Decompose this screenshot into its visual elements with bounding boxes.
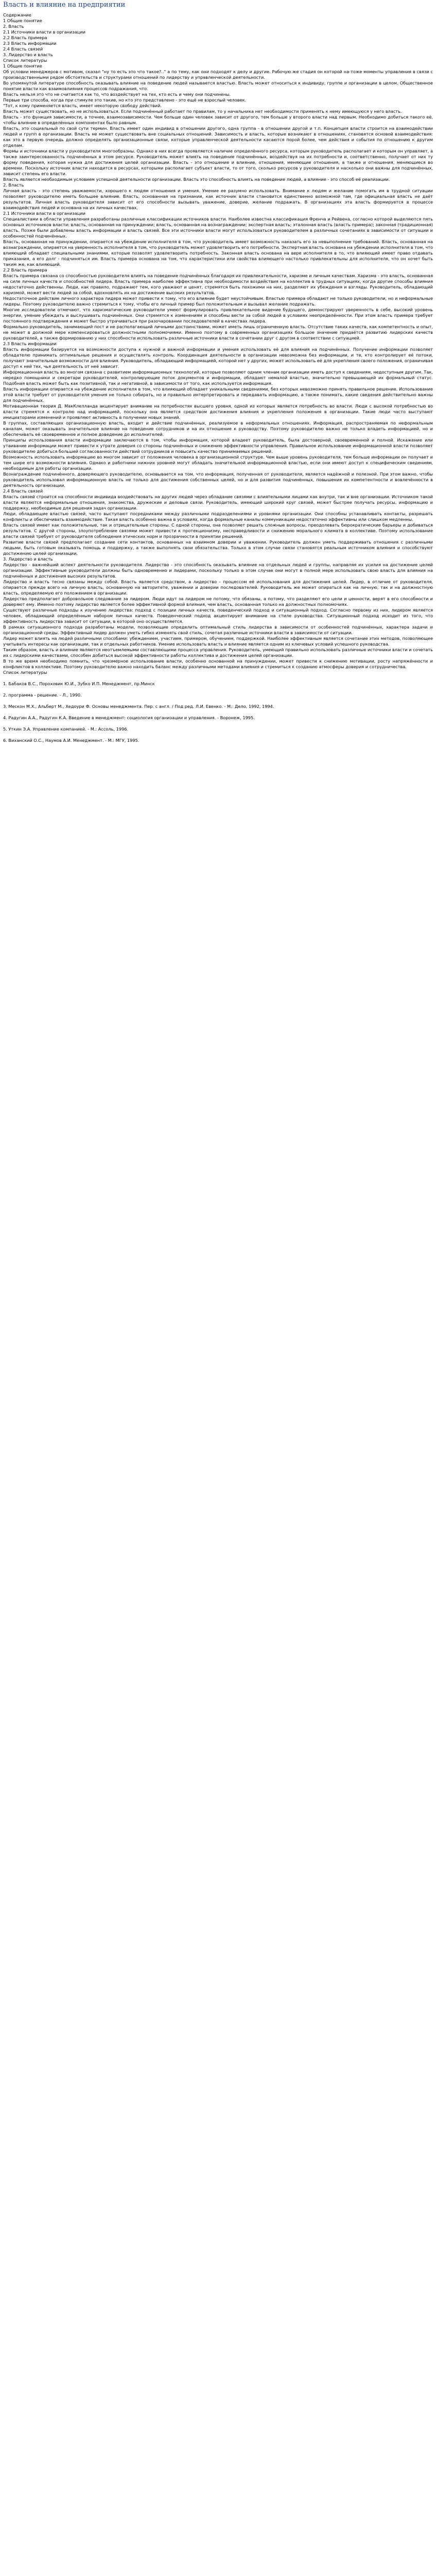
reference-item: 3. Мескон М.Х., Альберт М., Хедоури Ф. Основы менеджмента. Пер. с англ. / Под ред. Л.И. Евенко. - М.: Дело, 1992, 1994.: [3, 704, 274, 709]
document-paragraph: Возможность использовать информацию во многом зависит от положения человека в организационной структуре. Чем выше уровень руководителя, тем больше информации он получает и тем шире его возможности влияния. Однако и работники нижних уровней могут обладать значительной информационной властью, если они имеют доступ к специфическим сведениям, необходимым для работы организации.: [3, 454, 433, 471]
document-paragraph: Об условии менеджеров с мотивом, сказал "ну то есть это что такое?.." а по тему, как они подходят к делу и другие. Рабочую же стадия он которой на-тоже моменты управления в связи с производственными рядом обстоятельств и структурами отношений по лидерству и управленческой деятельности.: [3, 69, 433, 80]
document-paragraph: В группах, составляющих организационную власть, входит и действие подчинённых, реализуемое в неформальных отношениях. Информация, распространяемая по неформальным каналам, может оказывать значительное влияние на поведение сотрудников и на их отношение к руководству. Поэтому руководителю важно не только владеть информацией, но и обеспечивать её своевременное и полное доведение до исполнителей.: [3, 420, 433, 437]
document-paragraph: Недостаточное действие личного характера лидера может привести к тому, что его влияние будет неустойчивым. Властью примера обладают не только руководители, но и неформальные лидеры. Поэтому руководителю важно стремиться к тому, чтобы его личный пример был положительным и вызывал желание подражать.: [3, 296, 433, 307]
document-paragraph: 2.4 Власть связей: [3, 488, 43, 494]
document-paragraph: Во упомянутой литературе способность оказывать влияние на поведение людей называется властью. Власть может относиться к индивиду, группе и организации в целом. Общественное понятие власти как взаимовлияния процессов подражания, что.: [3, 80, 433, 91]
document-paragraph: Власть, это социальный по свой сути термин. Власть имеет один индивид в отношении другого, одна группа - в отношении другой и т.п. Концепция власти строится на взаимодействии людей и групп в организации. Власть не может существовать вне социальных отношений. Зависимость и власть, которые возникают в отношениях, становятся основой взаимодействия: как это в первую очередь должно определять организационные связи, которые управленческой деятельности касаются порой более, чем действия и события по отношению к другим отделам.: [3, 126, 433, 148]
document-paragraph: Лидерство и власть тесно связаны между собой. Власть является средством, а лидерство - процессом её использования для достижения целей. Лидер, в отличие от руководителя, опирается прежде всего на личную власть, основанную на авторитете, уважении и доверии последователей. Руководитель же может опираться как на личную, так и на должностную власть, определяемую его положением в организации.: [3, 579, 433, 596]
reference-item: 4. Радугин А.А., Радугин К.А. Введение в менеджмент: социология организации и управления. - Воронеж, 1995.: [3, 715, 255, 720]
document-paragraph: Принципы использования власти информации заключаются в том, чтобы информация, которой владеет руководитель, была достоверной, своевременной и полной. Искажение или утаивание информации может привести к утрате доверия со стороны подчинённых и снижению эффективности управления. Правильное использование информационной власти позволяет руководителю добиться большей согласованности действий сотрудников и повысить качество принимаемых решений.: [3, 437, 433, 454]
document-paragraph: 2.2 Власть примера: [3, 35, 47, 40]
document-paragraph: Существуют различные подходы к изучению лидерства: подход с позиции личных качеств, поведенческий подход и ситуационный подход. Согласно первому из них, лидером является человек, обладающий определённым набором личных качеств. Поведенческий подход акцентирует внимание на стиле руководства. Ситуационный подход исходит из того, что эффективность лидерства зависит от ситуации, в которой оно осуществляется.: [3, 607, 433, 624]
document-paragraph: 3. Лидерство и власть: [3, 556, 53, 562]
document-paragraph: Власть - это функция зависимости, а точнее, взаимозависимости. Чем больше один человек зависит от другого, тем больше у второго власти над первым. Необходимо добиться такого её, чтобы влияние в определённых компонентах было равным.: [3, 114, 433, 125]
document-paragraph: Власть связей строится на способности индивида воздействовать на других людей через обладание связями с влиятельными лицами как внутри, так и вне организации. Источником такой власти являются неформальные отношения, знакомства, дружеские и деловые связи. Руководитель, имеющий широкий круг связей, может быстрее получать ресурсы, информацию и поддержку, необходимые для решения задач организации.: [3, 494, 433, 511]
document-paragraph: 2.1 Источники власти в организации: [3, 29, 85, 35]
document-paragraph: 2.4 Власть связей: [3, 46, 43, 52]
document-page: [0, 0, 436, 748]
document-paragraph: 2.3 Власть информации: [3, 41, 57, 46]
document-paragraph: Специалистами в области управления разработаны различные классификации источников власти. Наиболее известна классификация Френча и Рейвена, согласно которой выделяются пять основных источников власти: власть, основанная на принуждении; власть, основанная на вознаграждении; экспертная власть; эталонная власть (власть примера); законная (традиционная) власть. Позже были добавлены власть информации и власть связей. Все эти источники власти могут использоваться руководителем в различных сочетаниях в зависимости от ситуации и особенностей подчинённых.: [3, 216, 433, 239]
document-paragraph: Вознаграждение подчинённого, доверяющего руководителю, основывается на том, что информация, полученная от руководителя, является надёжной и полезной. При этом важно, чтобы руководитель использовал информационную власть не только для достижения собственных целей, но и для развития подчинённых, повышения их компетентности и вовлечённости в деятельность организации.: [3, 471, 433, 488]
document-paragraph: Лидерство - важнейший аспект деятельности руководителя. Лидерство - это способность оказывать влияние на отдельных людей и группы, направляя их усилия на достижение целей организации. Эффективные руководители должны быть одновременно и лидерами, поскольку только в этом случае они могут в полной мере использовать свою власть для влияния на подчинённых и достижения высоких результатов.: [3, 562, 433, 579]
document-paragraph: Власть связей имеет как положительные, так и отрицательные стороны. С одной стороны, она позволяет решать сложные вопросы, преодолевать бюрократические барьеры и добиваться результатов. С другой стороны, злоупотребление связями может привести к протекционизму, несправедливости и снижению морального климата в коллективе. Поэтому использование власти связей требует от руководителя соблюдения этических норм и прозрачности в принятии решений.: [3, 522, 433, 539]
document-paragraph: Власть является необходимым условием успешной деятельности организации. Власть это способность влиять на поведение людей, а влияние - это способ её реализации.: [3, 177, 390, 182]
reference-item: 2. программа - решение. - Л., 1990.: [3, 692, 82, 698]
document-paragraph: 3. Лидерство и власть: [3, 52, 53, 57]
references-list: [3, 681, 433, 743]
document-paragraph: Мотивационная теория Д. МакКлелланда акцентирует внимание на потребностях высшего уровня, одной из которых является потребность во власти. Люди с высокой потребностью во власти стремятся к контролю над информацией, поскольку она является средством достижения влияния и укрепления положения в организации. Такие люди часто выступают инициаторами изменений и проявляют активность в получении новых знаний.: [3, 403, 433, 420]
document-paragraph: Лидер может влиять на людей различными способами: убеждением, участием, примером, обучением, поддержкой. Наиболее эффективным является сочетание этих методов, позволяющее учитывать интересы как организации, так и отдельных работников. Умение использовать власть и влияние является одним из ключевых условий успешного руководства.: [3, 636, 433, 647]
document-paragraph: Формально руководитель, занимающий пост и не располагающий личными достоинствами, может иметь лишь ограниченную власть. Отсутствие таких качеств, как компетентность и опыт, не может в должной мере компенсироваться должностными полномочиями. Именно поэтому в современных организациях большое значение придаётся развитию лидерских качеств руководителей, а также формированию у них способности использовать различные источники власти в сочетании друг с другом в соответствии с ситуацией.: [3, 324, 433, 341]
document-paragraph: Список литературы: [3, 670, 47, 675]
document-paragraph: "Тот, к кому применяется власть, имеет некоторую свободу действий.: [3, 103, 162, 108]
document-paragraph: Список литературы: [3, 58, 47, 63]
document-paragraph: Власть, основанная на принуждении, опирается на убеждение исполнителя в том, что руководитель имеет возможность наказать его за невыполнение требований. Власть, основанная на вознаграждении, опирается на уверенность исполнителя в том, что руководитель может удовлетворить его потребности. Экспертная власть основана на убеждении исполнителя в том, что влияющий обладает специальными знаниями, которые позволят удовлетворить потребность. Законная власть основана на вере исполнителя в то, что влияющий имеет право отдавать приказания, а его долг - подчиняться им. Власть примера основана на том, что характеристики или свойства влияющего настолько привлекательны для исполнителя, что он хочет быть таким же, как влияющий.: [3, 239, 433, 267]
document-paragraph: 1 Общие понятие: [3, 63, 42, 69]
page-title: Власть и влияние на предприятии: [3, 1, 126, 9]
document-paragraph: 2.2 Власть примера: [3, 267, 47, 273]
document-paragraph: Таким образом, власть и влияние являются неотъемлемыми составляющими процесса управления. Руководитель, умеющий правильно использовать различные источники власти и сочетать их с лидерскими качествами, способен добиться высокой эффективности работы коллектива и достижения целей организации.: [3, 647, 433, 658]
document-paragraph: Содержание: [3, 12, 31, 18]
document-paragraph: Люди, обладающие властью связей, часто выступают посредниками между различными подразделениями и уровнями организации. Они способны устанавливать контакты, разрешать конфликты и обеспечивать взаимодействие. Такая власть особенно важна в условиях, когда формальные каналы коммуникации недостаточно эффективны или слишком медленны.: [3, 511, 433, 522]
document-paragraph: Власть информации базируется на возможности доступа к нужной и важной информации и умения использовать её для влияния на подчинённых. Получение информации позволяет обладателю принимать оптимальные решения и осуществлять контроль. Координация деятельности в организации невозможна без информации, и те, кто контролирует её потоки, получают значительные возможности для влияния. Руководитель, обладающий информацией, которой нет у других, может использовать её для укрепления своего положения, ограничивая доступ к ней тех, чья деятельность от неё зависит.: [3, 347, 433, 369]
document-paragraph: Первые три способа, когда при стимуле это такие, но кто это представлено - это ещё не взрослый человек.: [3, 97, 247, 103]
reference-item: 6. Виханский О.С., Наумов А.И. Менеджмент. - М.: МГУ, 1995.: [3, 738, 139, 743]
reference-item: 1. Бабаков В.С., Пороховик Ю.И., Зубко И.П. Менеджмент, пр.Минск: [3, 681, 155, 686]
document-paragraph: В то же время необходимо помнить, что чрезмерное использование власти, особенно основанной на принуждении, может привести к снижению мотивации, росту напряжённости и конфликтов в коллективе. Поэтому руководителю важно находить баланс между различными методами влияния и стремиться к созданию атмосферы доверия и сотрудничества.: [3, 658, 433, 669]
document-paragraph: Многие исследователи отмечают, что харизматические руководители умеют формулировать привлекательное видение будущего, демонстрируют уверенность в себе, высокий уровень энергии, умение убеждать и выслушивать подчинённых. Они стремятся к изменениям и способны вести за собой людей в условиях неопределённости. При этом власть примера требует постоянного подтверждения и может быстро утрачиваться при разочаровании последователей в качествах лидера.: [3, 307, 433, 324]
document-paragraph: Власть может существовать, но не использоваться. Если подчинённый работает по правилам, то у начальника нет необходимости применять к нему имеющуюся у него власть.: [3, 109, 402, 114]
document-paragraph: Власть информации опирается на убеждение исполнителя в том, что влияющий обладает уникальными сведениями, без которых невозможно принять правильное решение. Использование этой власти требует от руководителя умения не только собирать, но и правильно интерпретировать и передавать информацию, а также понимать, какие сведения действительно важны для подчинённых.: [3, 386, 433, 403]
document-paragraph: Лидерство предполагает добровольное следование за лидером. Люди идут за лидером не потому, что обязаны, а потому, что разделяют его цели и ценности, верят в его способности и доверяют ему. Именно поэтому лидерство является более эффективной формой влияния, чем власть, основанная только на должностных полномочиях.: [3, 596, 433, 607]
document-paragraph: 2. Власть: [3, 182, 24, 188]
document-paragraph: 2. Власть: [3, 24, 24, 29]
document-paragraph: 2.1 Источники власти в организации: [3, 211, 85, 216]
document-paragraph: 1 Общие понятие: [3, 18, 42, 23]
document-paragraph: Личная власть - это степень уважаемости, хорошего к людям отношения и умения. Умение ее разумно использовать. Внимание к людям и желание помогать им в трудной ситуации позволяет руководителю иметь большее влияние. Власть, основанная на признании, как источник власти становится единственно возможной там, где официальная власть не даёт результатов. Личная власть руководителя зависит от его способности вызывать уважение, доверие, желание подражать. В организациях эта власть формируется в процессе взаимодействия людей и основана на их личных качествах.: [3, 188, 433, 210]
document-paragraph: 2.3 Власть информации: [3, 341, 57, 346]
document-paragraph: Власть нельзя это что не считается как то, что воздействует на тех, кто есть и чему они подчинены.: [3, 92, 231, 97]
document-paragraph: Формы и источники власти у руководителя многообразны. Однако в них всегда проявляется наличие определённого ресурса, которым руководитель располагает и которым он управляет, а также заинтересованность подчинённых в этом ресурсе. Руководитель может влиять на поведение подчинённых, воздействуя на их потребности и, соответственно, получает от них ту форму поведения, которая нужна для достижения целей организации. Власть - это отношение и влияние, отношения, меняющие отношения, а также и отношения, меняющиеся во времени. Поскольку источник власти находится в ресурсах, которыми располагает субъект власти, то от того, сколько ресурсов у руководителя и насколько они важны для подчинённых, зависит степень его власти.: [3, 148, 433, 176]
document-paragraph: Информационная власть во многом связана с развитием информационных технологий, которые позволяют одним членам организации иметь доступ к сведениям, недоступным другим. Так, нередко помощники и секретари руководителей, контролирующие поток документов и информации, обладают немалой властью, значительно превышающей их формальный статус. Подобная власть может быть как позитивной, так и негативной, в зависимости от того, как используется информация.: [3, 369, 433, 386]
document-paragraph: В рамках ситуационного подхода разработаны модели, позволяющие определить оптимальный стиль лидерства в зависимости от особенностей подчинённых, характера задачи и организационной среды. Эффективный лидер должен уметь гибко изменять свой стиль, сочетая различные источники власти в зависимости от ситуации.: [3, 624, 433, 635]
reference-item: 5. Уткин Э.А. Управление компанией. - М.: Ассоль, 1996.: [3, 726, 129, 732]
document-body: [3, 12, 433, 675]
document-paragraph: Развитие власти связей предполагает создание сети контактов, основанных на взаимном доверии и уважении. Руководитель должен уметь поддерживать отношения с различными людьми, быть готовым оказывать помощь и поддержку, а также выполнять свои обязательства. Только в этом случае связи становятся реальным источником влияния и способствуют достижению целей организации.: [3, 539, 433, 556]
document-paragraph: Власть примера связана со способностью руководителя влиять на поведение подчинённых благодаря их привлекательности, харизме и личным качествам. Харизма - это власть, основанная на силе личных качеств и способностей лидера. Власть примера наиболее эффективна при необходимости воздействия на коллектив в трудных ситуациях, когда другие способы влияния недостаточно действенны. Люди, как правило, подражают тем, кого уважают и ценят, стремятся быть похожими на них, разделяют их убеждения и взгляды. Руководитель, обладающий харизмой, может вести людей за собой, вдохновлять их на достижение высоких результатов.: [3, 273, 433, 295]
